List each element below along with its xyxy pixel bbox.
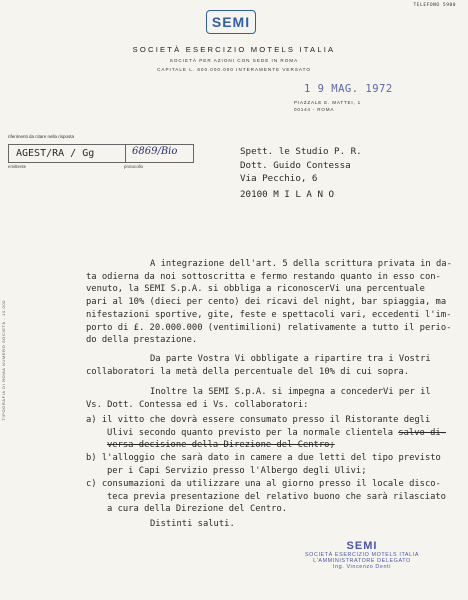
item-b — [86, 452, 454, 477]
phone-number: TELEFONO 5900 — [413, 3, 456, 8]
struck-text: versa decisione della Direzione del Centro; — [107, 440, 335, 451]
item-marker: b) — [86, 453, 97, 463]
label-emittente: emittente — [8, 164, 27, 169]
semi-logo: SEMI — [206, 10, 256, 34]
paragraph-2 — [86, 353, 454, 378]
text-line: il vitto che dovrà essere consumato presso il Ristorante degli — [101, 415, 431, 425]
protocol-number: 6869/Bio — [132, 146, 178, 157]
text-line: pari al 10% (dieci per cento) dei ricavi del night, bar spiaggia, ma — [86, 297, 447, 308]
text-line: ta odierna da noi sottoscritta e fermo restando quanto in esso con- — [86, 271, 441, 282]
paragraph-3 — [86, 386, 454, 411]
text-line: venuto, la SEMI S.p.A. si obbliga a riconoscerVi una percentuale — [86, 284, 425, 295]
text-line: l'alloggio che sarà dato in camere a due letti del tipo previsto — [101, 453, 441, 463]
stamp-line-2: L'AMMINISTRATORE DELEGATO — [313, 558, 411, 564]
side-print-text: TIPOGRAFIA DI ROMA NUMERO SOCIETÀ - 10.000 — [1, 300, 6, 421]
company-line-1: SOCIETÀ PER AZIONI CON SEDE IN ROMA — [169, 58, 299, 63]
label-protocollo: protocollo — [124, 164, 144, 169]
stamp-logo: SEMI — [346, 540, 378, 552]
text-line: consumazioni da utilizzare una al giorno presso il locale disco- — [101, 479, 441, 489]
item-a — [86, 414, 454, 452]
stamp-line-3: Ing. Vincenzo Denti — [332, 564, 392, 570]
date-stamp: 1 9 MAG. 1972 — [304, 83, 393, 95]
paragraph-1 — [86, 258, 454, 347]
address-line-2: 00144 - ROMA — [294, 107, 335, 112]
closing-salutation: Distinti saluti. — [150, 519, 235, 529]
text-line: a cura della Direzione del Centro. — [107, 504, 288, 515]
text-line: collaboratori la metà della percentuale del 10% di cui sopra. — [86, 366, 410, 377]
text-line: Ulivi secondo quanto previsto per la normale clientela — [107, 427, 399, 438]
text-line: do della prestazione. — [86, 335, 198, 346]
text-line: Vs. Dott. Contessa ed i Vs. collaboratori: — [86, 399, 309, 410]
text-line: Inoltre la SEMI S.p.A. si impegna a concederVi per il — [150, 387, 431, 397]
recipient-line-3: Via Pecchio, 6 — [240, 173, 318, 184]
text-line: porto di £. 20.000.000 (ventimilioni) relativamente a tutto il perio- — [86, 322, 452, 333]
text-line: teca previa presentazione del relativo buono che sarà rilasciato — [107, 491, 446, 502]
company-line-2: CAPITALE L. 600.000.000 INTERAMENTE VERSATO — [157, 67, 311, 72]
item-c — [86, 478, 454, 516]
text-line: Da parte Vostra Vi obbligate a ripartire tra i Vostri — [150, 354, 431, 364]
reference-code: AGEST/RA / Gg — [16, 148, 95, 159]
struck-text: salvo di- — [398, 427, 446, 438]
text-line: per i Capi Servizio presso l'Albergo degli Ulivi; — [107, 465, 367, 476]
recipient-line-4: 20100 M I L A N O — [240, 189, 335, 200]
recipient-line-2: Dott. Guido Contessa — [240, 160, 351, 171]
text-line: nifestazioni sportive, gite, feste e spettacoli vari, eccedenti l'im- — [86, 309, 452, 320]
text-line: A integrazione dell'art. 5 della scrittura privata in da- — [150, 259, 452, 269]
item-marker: c) — [86, 479, 97, 489]
signature-stamp — [282, 540, 442, 570]
stamp-line-1: SOCIETÀ ESERCIZIO MOTELS ITALIA — [304, 552, 420, 558]
recipient-line-1: Spett. le Studio P. R. — [240, 146, 362, 157]
reference-caption: riferimenti da citare nella risposta — [8, 134, 75, 139]
company-name: SOCIETÀ ESERCIZIO MOTELS ITALIA — [132, 45, 336, 54]
address-line-1: PIAZZALE E. MATTEI, 1 — [294, 100, 362, 105]
item-marker: a) — [86, 415, 97, 425]
